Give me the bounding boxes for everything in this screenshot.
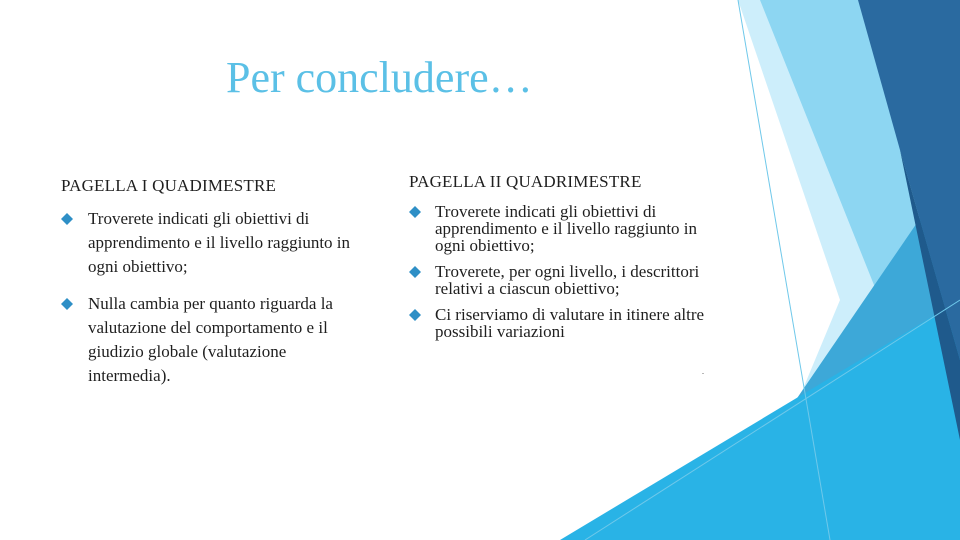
left-bullet-item bbox=[61, 207, 361, 279]
left-bullet-text: Nulla cambia per quanto riguarda la valutazione del comportamento e il giudizio globale (valutazione intermedia). bbox=[88, 294, 333, 385]
left-column-heading: PAGELLA I QUADIMESTRE bbox=[61, 176, 277, 195]
diamond-bullet-icon bbox=[409, 266, 421, 278]
right-bullet-item bbox=[409, 306, 709, 340]
right-bullet-text: Troverete indicati gli obiettivi di apprendimento e il livello raggiunto in ogni obiettivo; bbox=[435, 202, 698, 255]
diamond-bullet-icon bbox=[409, 206, 421, 218]
right-column-heading: PAGELLA II QUADRIMESTRE bbox=[409, 172, 642, 191]
slide-title: Per concludere… bbox=[226, 53, 533, 102]
right-bullet-text: Troverete, per ogni livello, i descrittori relativi a ciascun obiettivo; bbox=[435, 262, 700, 298]
right-bullet-list bbox=[409, 203, 709, 349]
stray-mark: . bbox=[702, 367, 704, 376]
diamond-bullet-icon bbox=[61, 213, 73, 225]
right-bullet-item bbox=[409, 203, 709, 254]
left-bullet-text: Troverete indicati gli obiettivi di apprendimento e il livello raggiunto in ogni obiettivo; bbox=[88, 209, 351, 276]
right-bullet-item bbox=[409, 263, 709, 297]
right-bullet-text: Ci riserviamo di valutare in itinere altre possibili variazioni bbox=[435, 305, 705, 341]
left-bullet-list bbox=[61, 207, 361, 401]
diamond-bullet-icon bbox=[409, 309, 421, 321]
left-bullet-item bbox=[61, 292, 361, 388]
diamond-bullet-icon bbox=[61, 298, 73, 310]
